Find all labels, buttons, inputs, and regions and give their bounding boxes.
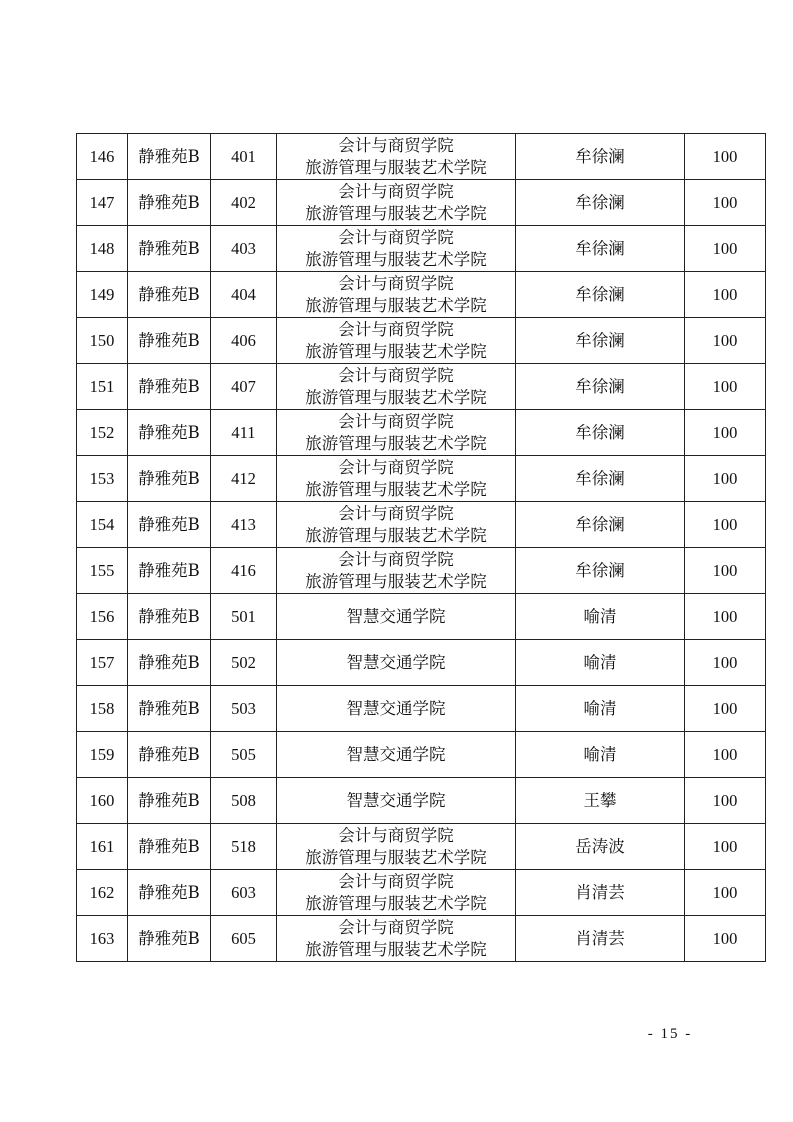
row-number-cell: 148	[77, 226, 128, 272]
row-number-cell: 159	[77, 732, 128, 778]
college-line: 会计与商贸学院	[338, 549, 454, 569]
college-line: 旅游管理与服装艺术学院	[305, 893, 487, 913]
person-cell: 王攀	[516, 778, 685, 824]
row-number-cell: 149	[77, 272, 128, 318]
building-cell: 静雅苑B	[128, 778, 211, 824]
room-cell: 404	[211, 272, 277, 318]
college-cell	[277, 364, 516, 410]
college-line: 旅游管理与服装艺术学院	[305, 295, 487, 315]
row-number-cell: 162	[77, 870, 128, 916]
college-line: 会计与商贸学院	[338, 135, 454, 155]
college-cell	[277, 272, 516, 318]
college-line: 会计与商贸学院	[338, 273, 454, 293]
table-row	[77, 502, 766, 548]
college-cell	[277, 686, 516, 732]
person-cell: 牟徐澜	[516, 364, 685, 410]
college-line: 会计与商贸学院	[338, 365, 454, 385]
college-line: 智慧交通学院	[346, 744, 446, 764]
building-cell: 静雅苑B	[128, 916, 211, 962]
college-line: 旅游管理与服装艺术学院	[305, 847, 487, 867]
person-cell: 喻清	[516, 640, 685, 686]
row-number-cell: 152	[77, 410, 128, 456]
college-line: 旅游管理与服装艺术学院	[305, 249, 487, 269]
page-number: - 15 -	[647, 1026, 693, 1042]
person-cell: 牟徐澜	[516, 318, 685, 364]
person-cell: 牟徐澜	[516, 456, 685, 502]
table-row	[77, 870, 766, 916]
building-cell: 静雅苑B	[128, 318, 211, 364]
row-number-cell: 156	[77, 594, 128, 640]
table-row	[77, 732, 766, 778]
score-cell: 100	[685, 502, 766, 548]
table-row	[77, 226, 766, 272]
room-cell: 412	[211, 456, 277, 502]
building-cell: 静雅苑B	[128, 502, 211, 548]
room-cell: 411	[211, 410, 277, 456]
college-cell	[277, 226, 516, 272]
building-cell: 静雅苑B	[128, 548, 211, 594]
college-line: 旅游管理与服装艺术学院	[305, 939, 487, 959]
row-number-cell: 147	[77, 180, 128, 226]
college-cell	[277, 640, 516, 686]
college-line: 会计与商贸学院	[338, 227, 454, 247]
person-cell: 牟徐澜	[516, 502, 685, 548]
score-cell: 100	[685, 732, 766, 778]
college-line: 旅游管理与服装艺术学院	[305, 157, 487, 177]
room-cell: 407	[211, 364, 277, 410]
building-cell: 静雅苑B	[128, 686, 211, 732]
dormitory-score-table	[76, 133, 766, 962]
row-number-cell: 163	[77, 916, 128, 962]
table-body	[77, 134, 766, 962]
college-line: 会计与商贸学院	[338, 503, 454, 523]
room-cell: 413	[211, 502, 277, 548]
table-row	[77, 456, 766, 502]
college-line: 智慧交通学院	[346, 790, 446, 810]
table-row	[77, 134, 766, 180]
room-cell: 503	[211, 686, 277, 732]
room-cell: 505	[211, 732, 277, 778]
room-cell: 403	[211, 226, 277, 272]
person-cell: 牟徐澜	[516, 134, 685, 180]
row-number-cell: 161	[77, 824, 128, 870]
table-row	[77, 272, 766, 318]
college-line: 旅游管理与服装艺术学院	[305, 341, 487, 361]
college-line: 会计与商贸学院	[338, 917, 454, 937]
college-line: 旅游管理与服装艺术学院	[305, 479, 487, 499]
building-cell: 静雅苑B	[128, 640, 211, 686]
table-row	[77, 410, 766, 456]
building-cell: 静雅苑B	[128, 226, 211, 272]
building-cell: 静雅苑B	[128, 594, 211, 640]
table-row	[77, 916, 766, 962]
college-cell	[277, 180, 516, 226]
college-line: 会计与商贸学院	[338, 871, 454, 891]
college-cell	[277, 134, 516, 180]
college-line: 智慧交通学院	[346, 698, 446, 718]
college-line: 智慧交通学院	[346, 606, 446, 626]
college-cell	[277, 548, 516, 594]
table-row	[77, 778, 766, 824]
college-line: 旅游管理与服装艺术学院	[305, 433, 487, 453]
score-cell: 100	[685, 594, 766, 640]
building-cell: 静雅苑B	[128, 364, 211, 410]
score-cell: 100	[685, 318, 766, 364]
row-number-cell: 160	[77, 778, 128, 824]
building-cell: 静雅苑B	[128, 456, 211, 502]
score-cell: 100	[685, 824, 766, 870]
college-line: 旅游管理与服装艺术学院	[305, 387, 487, 407]
table-row	[77, 686, 766, 732]
room-cell: 603	[211, 870, 277, 916]
score-cell: 100	[685, 364, 766, 410]
college-cell	[277, 594, 516, 640]
college-cell	[277, 870, 516, 916]
person-cell: 喻清	[516, 686, 685, 732]
score-cell: 100	[685, 456, 766, 502]
score-cell: 100	[685, 778, 766, 824]
table-row	[77, 640, 766, 686]
score-cell: 100	[685, 226, 766, 272]
college-line: 会计与商贸学院	[338, 411, 454, 431]
score-cell: 100	[685, 548, 766, 594]
college-cell	[277, 732, 516, 778]
table-row	[77, 180, 766, 226]
person-cell: 喻清	[516, 732, 685, 778]
room-cell: 401	[211, 134, 277, 180]
building-cell: 静雅苑B	[128, 134, 211, 180]
score-cell: 100	[685, 640, 766, 686]
college-cell	[277, 916, 516, 962]
score-cell: 100	[685, 180, 766, 226]
room-cell: 416	[211, 548, 277, 594]
building-cell: 静雅苑B	[128, 732, 211, 778]
score-cell: 100	[685, 870, 766, 916]
college-cell	[277, 410, 516, 456]
score-cell: 100	[685, 272, 766, 318]
person-cell: 牟徐澜	[516, 410, 685, 456]
person-cell: 牟徐澜	[516, 548, 685, 594]
person-cell: 肖清芸	[516, 870, 685, 916]
college-cell	[277, 456, 516, 502]
college-line: 会计与商贸学院	[338, 457, 454, 477]
row-number-cell: 150	[77, 318, 128, 364]
college-cell	[277, 778, 516, 824]
room-cell: 502	[211, 640, 277, 686]
row-number-cell: 151	[77, 364, 128, 410]
row-number-cell: 153	[77, 456, 128, 502]
college-line: 会计与商贸学院	[338, 181, 454, 201]
person-cell: 岳涛波	[516, 824, 685, 870]
person-cell: 牟徐澜	[516, 226, 685, 272]
table-row	[77, 594, 766, 640]
room-cell: 518	[211, 824, 277, 870]
score-cell: 100	[685, 916, 766, 962]
table-row	[77, 824, 766, 870]
person-cell: 喻清	[516, 594, 685, 640]
room-cell: 501	[211, 594, 277, 640]
person-cell: 牟徐澜	[516, 272, 685, 318]
college-cell	[277, 502, 516, 548]
room-cell: 508	[211, 778, 277, 824]
table-row	[77, 364, 766, 410]
college-line: 智慧交通学院	[346, 652, 446, 672]
row-number-cell: 157	[77, 640, 128, 686]
building-cell: 静雅苑B	[128, 410, 211, 456]
row-number-cell: 146	[77, 134, 128, 180]
room-cell: 406	[211, 318, 277, 364]
score-cell: 100	[685, 686, 766, 732]
person-cell: 牟徐澜	[516, 180, 685, 226]
row-number-cell: 154	[77, 502, 128, 548]
building-cell: 静雅苑B	[128, 870, 211, 916]
room-cell: 402	[211, 180, 277, 226]
table-row	[77, 548, 766, 594]
college-line: 会计与商贸学院	[338, 319, 454, 339]
row-number-cell: 158	[77, 686, 128, 732]
score-cell: 100	[685, 410, 766, 456]
college-cell	[277, 824, 516, 870]
table-row	[77, 318, 766, 364]
building-cell: 静雅苑B	[128, 272, 211, 318]
college-line: 旅游管理与服装艺术学院	[305, 525, 487, 545]
room-cell: 605	[211, 916, 277, 962]
college-cell	[277, 318, 516, 364]
building-cell: 静雅苑B	[128, 180, 211, 226]
college-line: 会计与商贸学院	[338, 825, 454, 845]
building-cell: 静雅苑B	[128, 824, 211, 870]
college-line: 旅游管理与服装艺术学院	[305, 203, 487, 223]
college-line: 旅游管理与服装艺术学院	[305, 571, 487, 591]
score-cell: 100	[685, 134, 766, 180]
row-number-cell: 155	[77, 548, 128, 594]
person-cell: 肖清芸	[516, 916, 685, 962]
